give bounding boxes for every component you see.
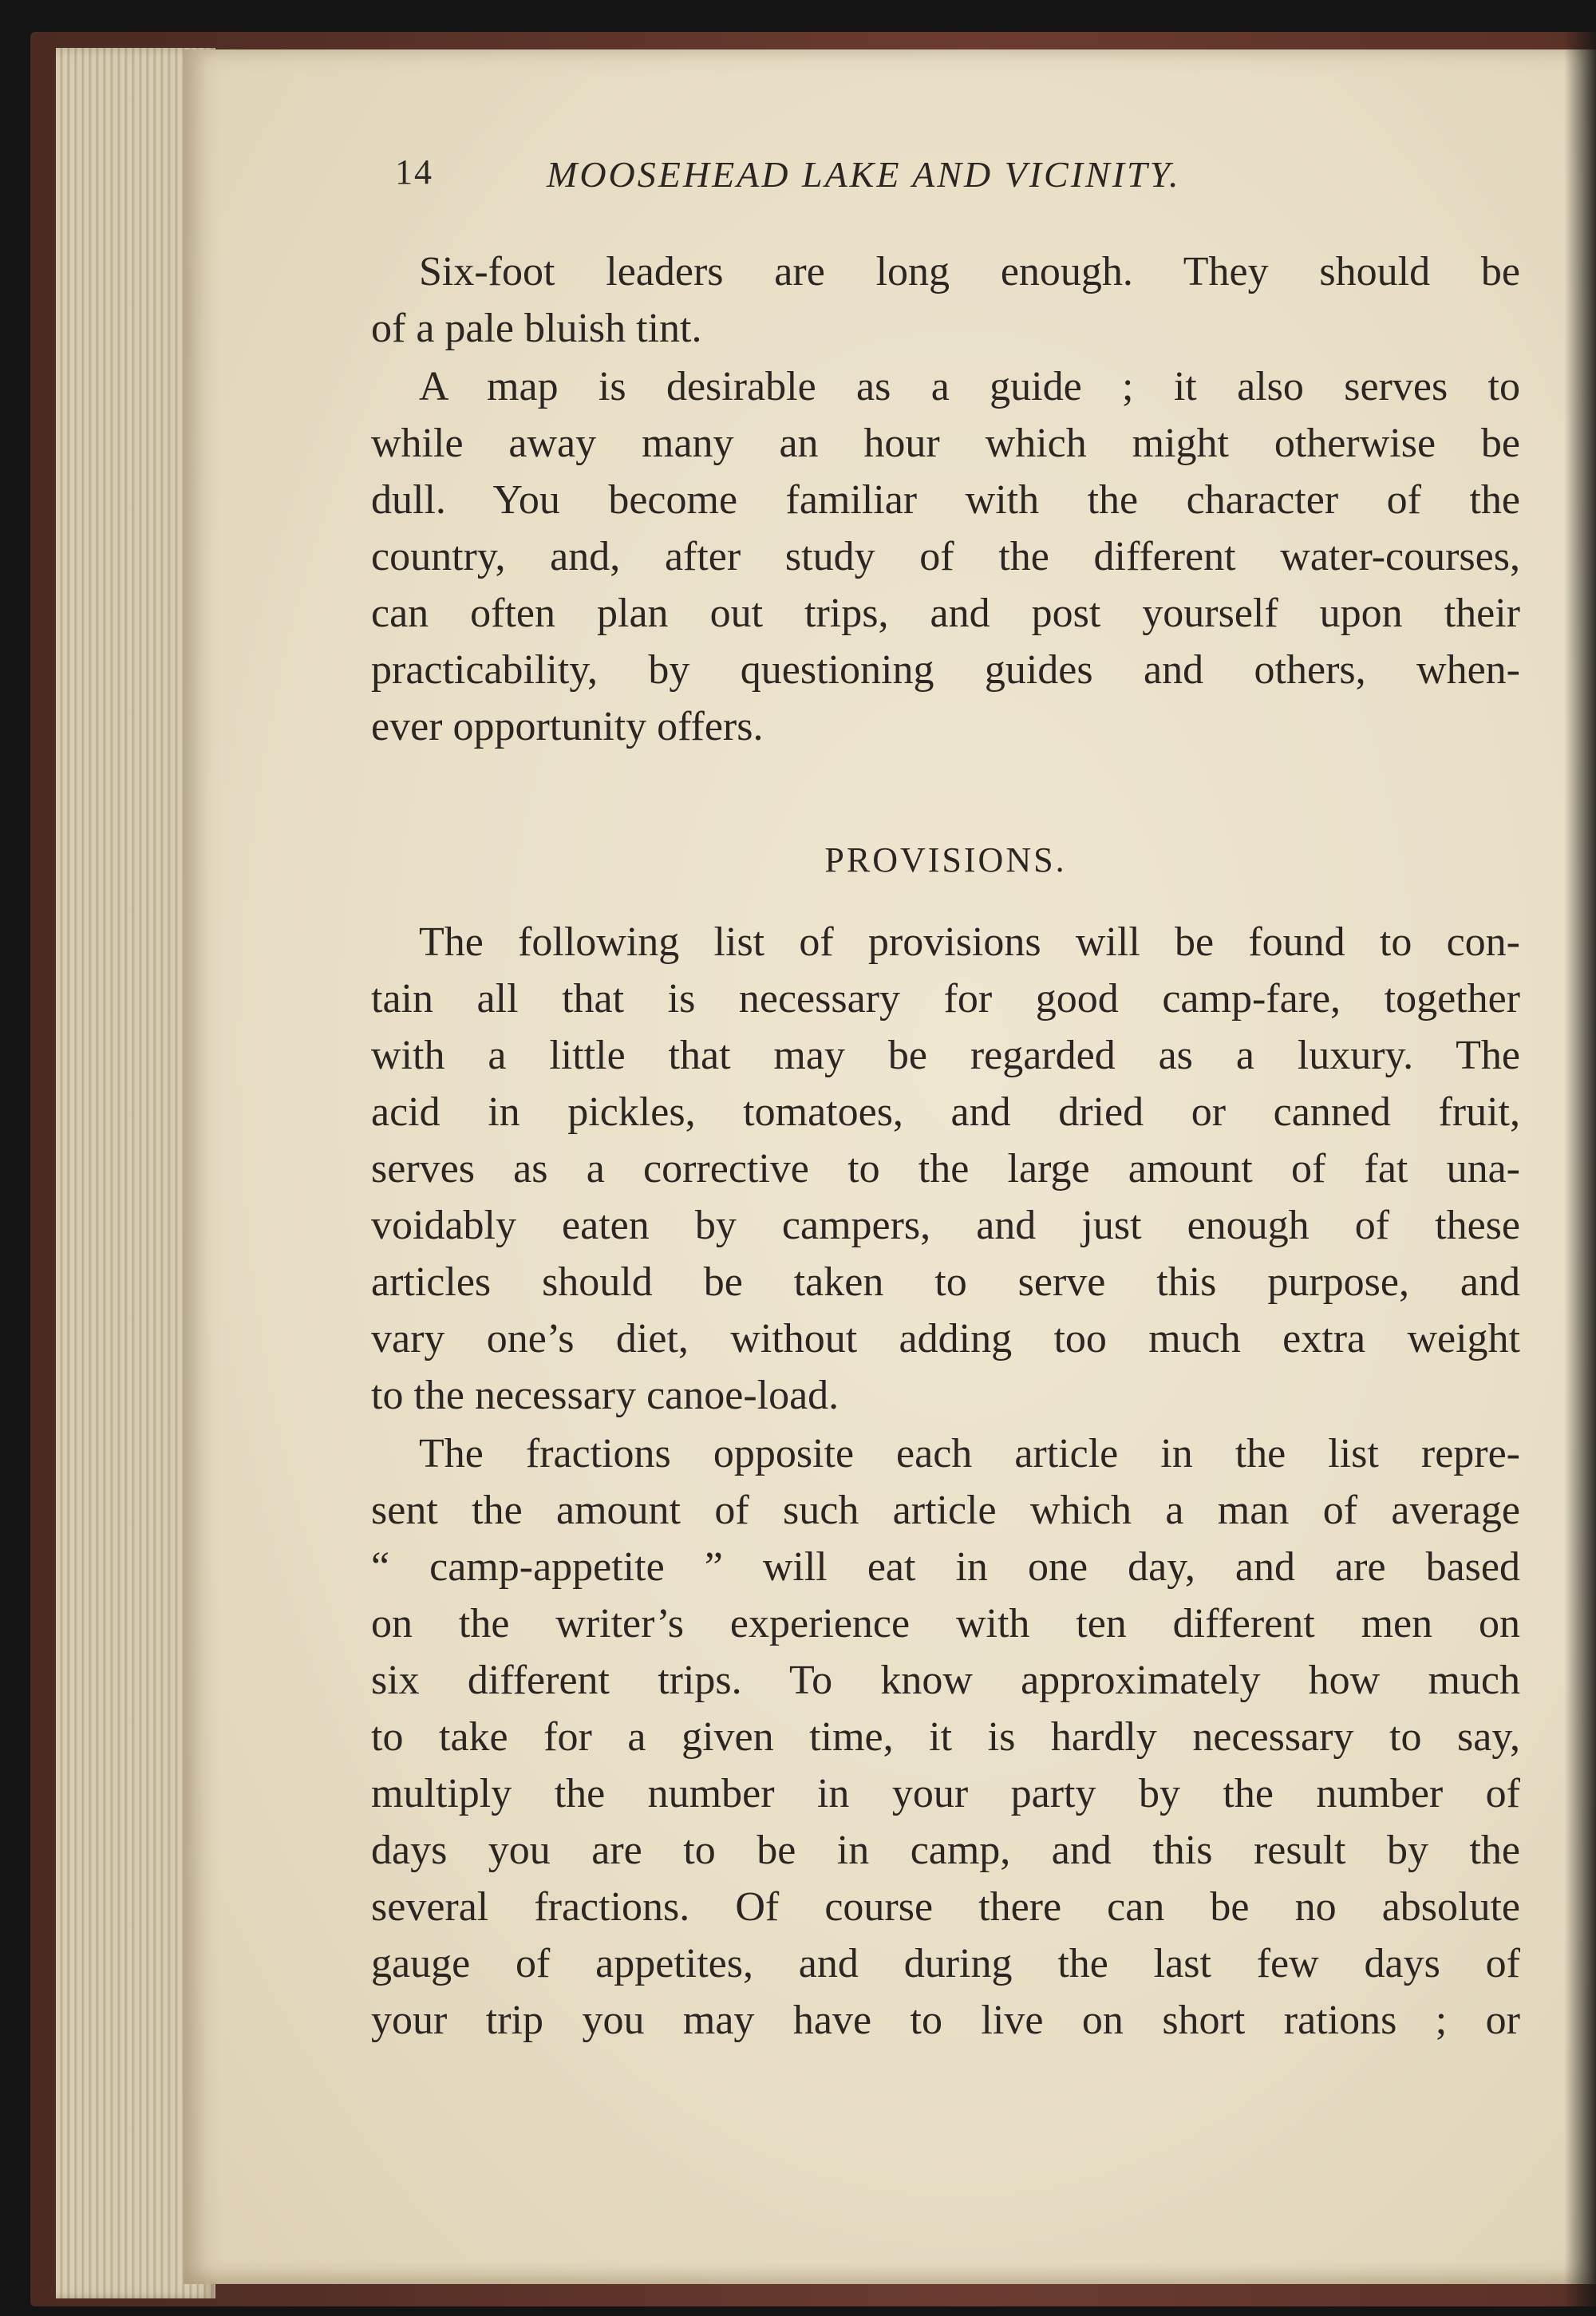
text-line: ever opportunity offers. <box>371 704 764 749</box>
text-line: country, and, after study of the different water-courses, <box>371 534 1520 579</box>
text-line: acid in pickles, tomatoes, and dried or canned fruit, <box>371 1089 1520 1135</box>
paragraph-fractions <box>371 1425 1520 2049</box>
text-line: to the necessary canoe-load. <box>371 1373 839 1418</box>
text-line: vary one’s diet, without adding too much extra weight <box>371 1316 1520 1362</box>
running-head: MOOSEHEAD LAKE AND VICINITY. <box>547 154 1181 195</box>
text-line: articles should be taken to serve this purpose, and <box>371 1259 1520 1305</box>
text-line: with a little that may be regarded as a luxury. The <box>371 1033 1520 1078</box>
right-edge-shadow <box>1564 0 1596 2316</box>
paragraph-map <box>371 358 1520 755</box>
text-line: six different trips. To know approximately how much <box>371 1658 1520 1703</box>
text-line: The fractions opposite each article in the list repre- <box>419 1431 1520 1476</box>
text-line: several fractions. Of course there can be no absolute <box>371 1884 1520 1930</box>
paragraph-provisions-list <box>371 914 1520 1424</box>
text-line: on the writer’s experience with ten different men on <box>371 1601 1520 1646</box>
text-line: of a pale bluish tint. <box>371 306 702 351</box>
paragraph-leaders <box>371 243 1520 357</box>
intro-text <box>371 243 1520 755</box>
text-line: A map is desirable as a guide ; it also serves to <box>419 364 1520 409</box>
text-line: days you are to be in camp, and this result by the <box>371 1828 1520 1873</box>
text-line: multiply the number in your party by the number of <box>371 1771 1520 1816</box>
text-line: your trip you may have to live on short rations ; or <box>371 1998 1520 2043</box>
provisions-text <box>371 914 1520 2049</box>
text-line: voidably eaten by campers, and just enough of these <box>371 1203 1520 1248</box>
text-line: The following list of provisions will be found to con- <box>419 919 1520 965</box>
text-line: while away many an hour which might otherwise be <box>371 421 1520 466</box>
text-line: gauge of appetites, and during the last few days of <box>371 1941 1520 1986</box>
text-line: to take for a given time, it is hardly necessary to say, <box>371 1714 1520 1760</box>
page-number: 14 <box>395 152 433 192</box>
text-line: sent the amount of such article which a man of average <box>371 1488 1520 1533</box>
section-heading-provisions: PROVISIONS. <box>824 840 1067 879</box>
text-line: Six-foot leaders are long enough. They should be <box>419 249 1520 294</box>
text-line: dull. You become familiar with the character of the <box>371 477 1520 523</box>
text-line: “ camp-appetite ” will eat in one day, and are based <box>371 1544 1520 1590</box>
text-line: serves as a corrective to the large amount of fat una- <box>371 1146 1520 1192</box>
page-header <box>395 144 1528 207</box>
text-line: tain all that is necessary for good camp-fare, together <box>371 976 1520 1022</box>
text-line: practicability, by questioning guides and others, when- <box>371 647 1520 693</box>
text-line: can often plan out trips, and post yourself upon their <box>371 591 1520 636</box>
